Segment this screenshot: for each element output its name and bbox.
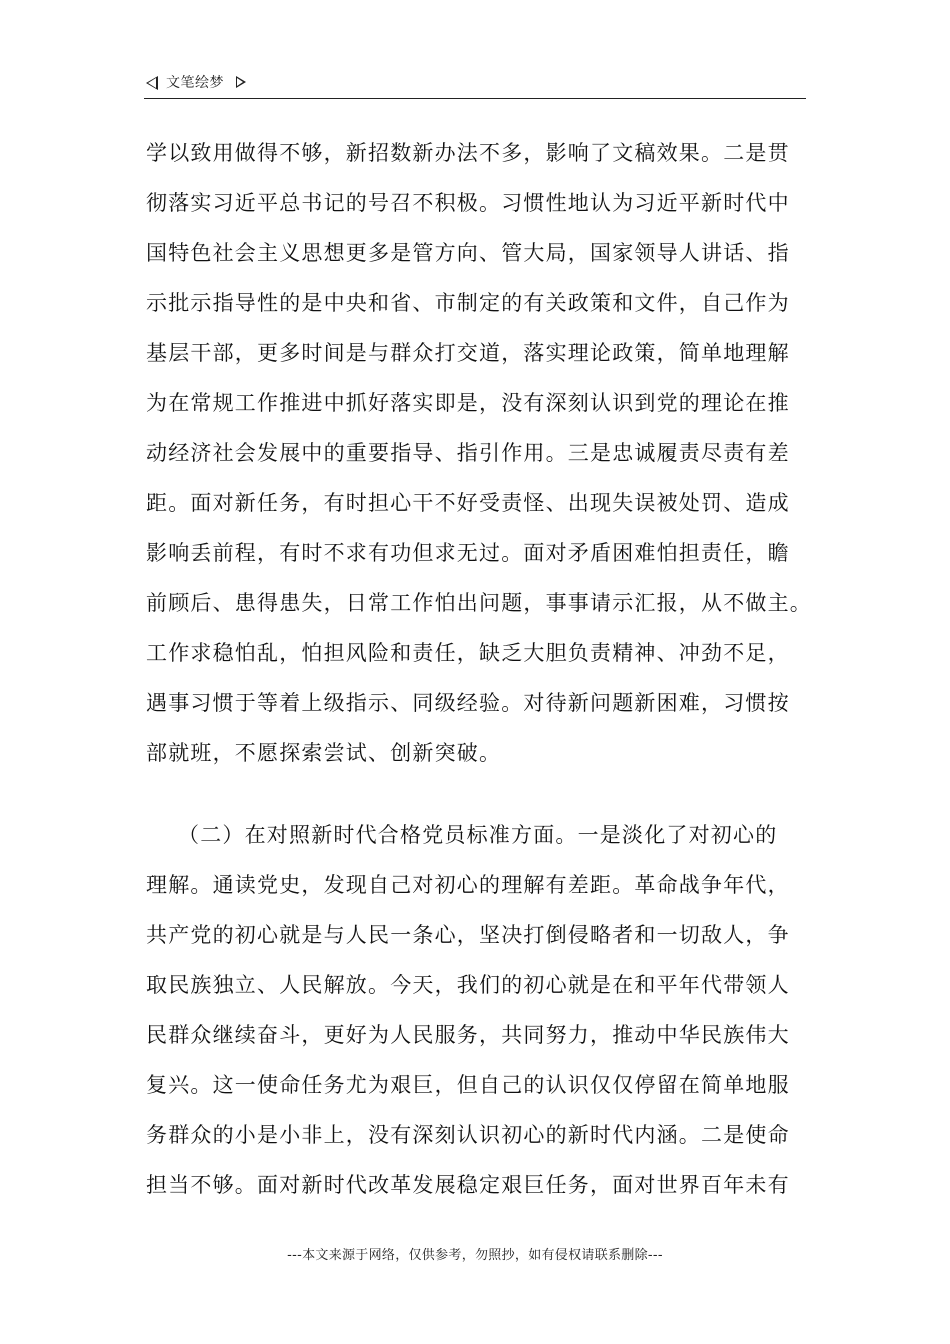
text-line: 部就班，不愿探索尝试、创新突破。 xyxy=(146,741,502,765)
text-line: 国特色社会主义思想更多是管方向、管大局，国家领导人讲话、指 xyxy=(146,241,790,265)
header-title: 文笔绘梦 xyxy=(166,75,224,91)
triangle-left-icon xyxy=(146,76,158,90)
text-line: 理解。通读党史，发现自己对初心的理解有差距。革命战争年代， xyxy=(146,873,790,897)
text-line: 担当不够。面对新时代改革发展稳定艰巨任务，面对世界百年未有 xyxy=(146,1173,790,1197)
text-line: 示批示指导性的是中央和省、市制定的有关政策和文件，自己作为 xyxy=(146,291,790,315)
text-line: （二）在对照新时代合格党员标准方面。一是淡化了对初心的 xyxy=(178,823,778,847)
text-line: 共产党的初心就是与人民一条心，坚决打倒侵略者和一切敌人，争 xyxy=(146,923,790,947)
text-line: 民群众继续奋斗，更好为人民服务，共同努力，推动中华民族伟大 xyxy=(146,1023,790,1047)
paragraph-1 xyxy=(146,128,818,778)
paragraph-gap xyxy=(146,778,818,810)
page-header xyxy=(144,72,806,99)
text-line: 取民族独立、人民解放。今天，我们的初心就是在和平年代带领人 xyxy=(146,973,790,997)
text-line: 距。面对新任务，有时担心干不好受责怪、出现失误被处罚、造成 xyxy=(146,491,790,515)
text-line: 动经济社会发展中的重要指导、指引作用。三是忠诚履责尽责有差 xyxy=(146,441,790,465)
text-line: 彻落实习近平总书记的号召不积极。习惯性地认为习近平新时代中 xyxy=(146,191,790,215)
text-line: 遇事习惯于等着上级指示、同级经验。对待新问题新困难，习惯按 xyxy=(146,691,790,715)
text-line: 为在常规工作推进中抓好落实即是，没有深刻认识到党的理论在推 xyxy=(146,391,790,415)
text-line: 影响丢前程，有时不求有功但求无过。面对矛盾困难怕担责任，瞻 xyxy=(146,541,790,565)
text-line: 基层干部，更多时间是与群众打交道，落实理论政策，简单地理解 xyxy=(146,341,790,365)
text-line: 复兴。这一使命任务尤为艰巨，但自己的认识仅仅停留在简单地服 xyxy=(146,1073,790,1097)
text-line: 前顾后、患得患失，日常工作怕出问题，事事请示汇报，从不做主。 xyxy=(146,591,812,615)
text-line: 学以致用做得不够，新招数新办法不多，影响了文稿效果。二是贯 xyxy=(146,141,790,165)
paragraph-2 xyxy=(146,810,818,1210)
text-line: 务群众的小是小非上，没有深刻认识初心的新时代内涵。二是使命 xyxy=(146,1123,790,1147)
triangle-right-icon xyxy=(236,76,246,88)
text-line: 工作求稳怕乱，怕担风险和责任，缺乏大胆负责精神、冲劲不足， xyxy=(146,641,790,665)
page-footer: ---本文来源于网络，仅供参考，勿照抄，如有侵权请联系删除--- xyxy=(287,1248,663,1263)
document-body xyxy=(146,128,818,1210)
